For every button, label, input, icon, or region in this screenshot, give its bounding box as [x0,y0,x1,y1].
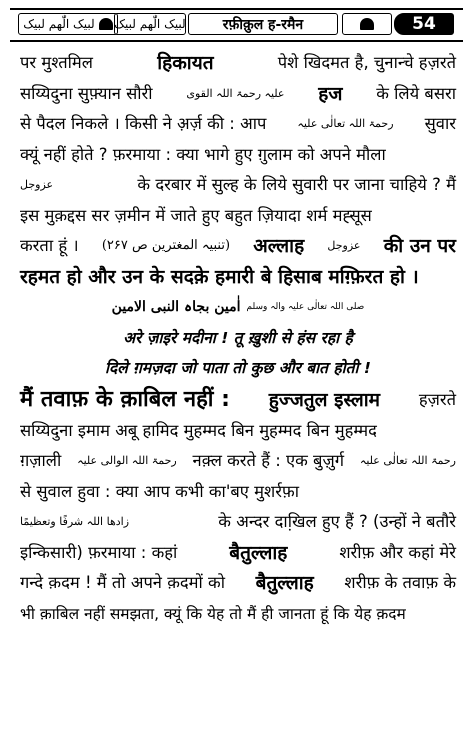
labbaik-logo-mid [114,13,186,35]
text: रहमत हो और उन के सदक़े हमारी बे हिसाब मग़्फ़िरत हो । [20,265,419,288]
text-line-6 [20,201,456,232]
keyword-baitullah: बैतुल्लाह [229,541,288,564]
text: गन्दे क़दम ! मैं तो अपने क़दमों को [20,573,225,593]
keyword-hujjatul-islam: हुज्जतुल इस्लाम [268,388,381,411]
text: के अन्दर दाखि़ल हुए हैं ? (उन्हों ने बतौरे [218,512,456,532]
text: शरीफ़ और कहां मेरे [339,542,456,562]
text-line-1 [20,48,456,79]
labbaik-logo-left [18,13,118,35]
arabic-honorific: علیہ رحمۃ اللہ القوی [186,86,285,100]
text: सुवार [424,114,456,134]
arabic-honorific: رحمۃ اللہ الوالی علیہ [77,454,177,468]
arabic-citation: (تنبیہ المغترین ص ۲۶۷) [101,238,231,254]
page-body [20,48,456,629]
text: ग़ज़ाली [20,451,62,471]
poem-verse: दिले ग़मज़दा जो पाता तो कुछ और बात होती ! [105,359,371,378]
text-line-s2-1 [20,416,456,447]
book-title-text: रफ़ीक़ुल ह-रमैन [222,16,304,33]
text: इन्किसारी) फ़रमाया : कहां [20,542,178,562]
poem-line-1 [20,323,456,354]
header-bottom-rule [10,40,463,42]
text-line-s2-4 [20,507,456,538]
keyword-hikayat: हिकायत [157,52,214,75]
text: शरीफ़ के तवाफ़ के [344,573,456,593]
dua-text: اٰمین بجاہ النبی الامین [111,299,241,316]
text: क्यूं नहीं होते ? फ़रमाया : क्या भागे हुए ग़ुलाम को अपने मौला [20,144,386,164]
page-number-badge [394,13,454,35]
section-heading: मैं तवाफ़ के क़ाबिल नहीं : [20,386,230,412]
text: सय्यिदुना सुफ़्यान सौरी [20,83,153,103]
text: से पैदल निकले । किसी ने अ़र्ज़ की : आप [20,114,267,134]
text-line-s2-3 [20,477,456,508]
text: नक़्ल करते हैं : एक बुज़ुर्ग [192,451,345,471]
kaaba-icon-right [360,18,374,30]
text: हज़रते [418,389,456,409]
text-line-s2-7 [20,599,456,630]
page-header [10,8,463,44]
text: सय्यिदुना इमाम अबू हामिद मुहम्मद बिन मुहम्मद बिन मुहम्मद [20,420,377,440]
arabic-honorific: عزوجل [327,239,361,253]
text-line-s2-6 [20,568,456,599]
text-line-2 [20,79,456,110]
text-line-7 [20,231,456,262]
text: से सुवाल हुवा : क्या आप कभी का'बए मुशर्रफ़ा [20,481,299,501]
page-number: 54 [412,14,436,34]
keyword-hajj: हज [318,82,343,105]
arabic-honorific: عزوجل [20,178,54,192]
text-line-5 [20,170,456,201]
labbaik-logo-right [342,13,392,35]
dua-salutation: صلی اللہ تعالٰی علیہ والہ وسلم [246,302,365,313]
keyword-baitullah: बैतुल्लाह [255,572,314,595]
text: पेशे खिदमत है, चुनान्चे हज़रते [277,53,456,73]
text: के लिये बसरा [376,83,456,103]
keyword-allah: अल्लाह [253,235,305,258]
text: की उन पर [383,235,456,258]
text-line-s2-5 [20,538,456,569]
poem-line-2 [20,353,456,384]
text-line-4 [20,140,456,171]
text-line-8 [20,262,456,293]
text-line-3 [20,109,456,140]
text-line-s2-2 [20,446,456,477]
text: भी क़ाबिल नहीं समझता, क्यूं कि येह तो मैं ही जानता हूं कि येह क़दम [20,604,406,623]
text: इस मुक़द्दस सर ज़मीन में जाते हुए बहुत ज़ियादा शर्म मह्सूस [20,205,372,225]
dua-line [20,292,456,323]
poem-verse: अरे ज़ाइरे मदीना ! तू ख़ुशी से हंस रहा है [123,328,353,347]
kaaba-icon [99,18,113,30]
text: पर मुश्तमिल [20,53,93,73]
arabic-honorific: رحمۃ اللہ تعالٰی علیہ [297,117,394,131]
text: के दरबार में सुल्ह के लिये सुवारी पर जाना चाहिये ? मैं [137,175,456,195]
section-heading-line [20,384,456,416]
text: करता हूं । [20,236,79,256]
labbaik-logo-text: لبیک الّٰھم لبیک [23,17,95,31]
book-title [188,13,338,35]
labbaik-logo-text-2: لبیک الّٰھم لبیک [114,17,186,31]
arabic-honorific: زادھا اللہ شرفًا وتعظیمًا [20,515,130,529]
header-top-rule [10,8,463,10]
arabic-honorific: رحمۃ اللہ تعالٰی علیہ [359,454,456,468]
